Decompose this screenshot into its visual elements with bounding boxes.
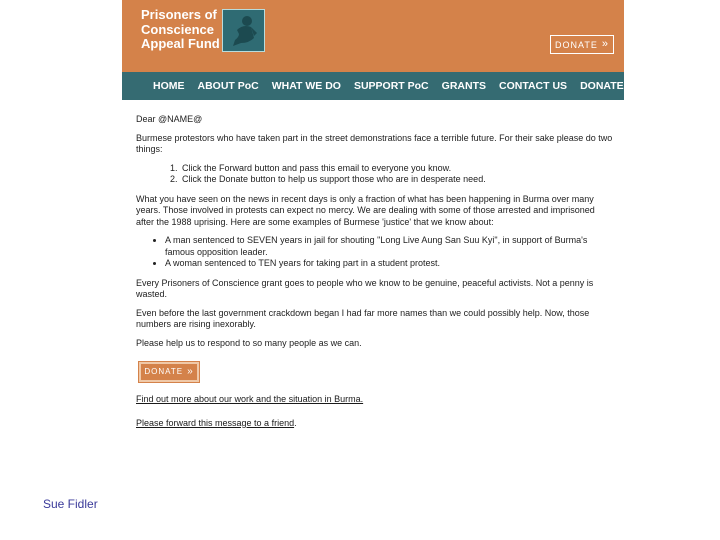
header-donate-button[interactable] (550, 35, 614, 54)
grants-paragraph: Every Prisoners of Conscience grant goes to people who we know to be genuine, peaceful activists. Not a penny is wasted. (136, 277, 594, 299)
step-item: 2. Click the Donate button to help us support those who are in desperate need. (180, 174, 614, 186)
greeting: Dear @NAME@ (136, 114, 203, 124)
main-nav (122, 72, 624, 100)
email-newsletter (122, 0, 624, 500)
nav-contact[interactable]: CONTACT US (499, 80, 568, 92)
brand-line-2: Conscience (141, 21, 214, 37)
before-paragraph: Even before the last government crackdown began I had far more names than we could possibly help. Now, those numbers are rising inexorably. (136, 307, 590, 329)
nav-what-we-do[interactable]: WHAT WE DO (271, 80, 341, 92)
body-donate-label: DONATE (144, 367, 184, 377)
example-item: • A man sentenced to SEVEN years in jail for shouting "Long Live Aung San Suu Kyi", in support of Burma's famous opposition leader. (165, 235, 614, 258)
body-donate-button[interactable] (139, 362, 199, 382)
header-banner (122, 0, 624, 72)
news-paragraph: What you have seen on the news in recent days is only a fraction of what has been happening in Burma over many years. Those involved in protests can expect no mercy. We are dealing with some of those arrested and imprisoned after the 1988 uprising. Here are some examples of Burmese 'justice' that we know about: (136, 193, 595, 227)
double-chevron-right-icon: » (601, 38, 609, 50)
author-name: Sue Fidler (43, 497, 98, 511)
step-item: 1. Click the Forward button and pass this email to everyone you know. (180, 163, 614, 175)
nav-home[interactable]: HOME (153, 80, 185, 92)
kneeling-figure-icon (222, 9, 265, 52)
brand-line-3: Appeal Fund (141, 36, 220, 51)
help-paragraph: Please help us to respond to so many people as we can. (136, 337, 362, 348)
link-suffix: . (294, 417, 297, 428)
find-out-more-link[interactable]: Find out more about our work and the situation in Burma. (136, 394, 364, 404)
email-body (136, 114, 614, 441)
nav-donate[interactable]: DONATE (580, 80, 624, 92)
double-chevron-right-icon: » (187, 366, 194, 378)
brand-line-1: Prisoners of (141, 7, 217, 22)
example-item: • A woman sentenced to TEN years for taking part in a student protest. (165, 258, 614, 270)
nav-support[interactable]: SUPPORT PoC (353, 80, 429, 92)
brand-logo-text (141, 8, 220, 52)
action-steps (162, 163, 614, 186)
examples-list (152, 235, 614, 270)
forward-message-link[interactable]: Please forward this message to a friend (136, 417, 295, 428)
nav-about[interactable]: ABOUT PoC (197, 80, 259, 92)
header-donate-label: DONATE (555, 39, 598, 50)
intro-paragraph: Burmese protestors who have taken part in the street demonstrations face a terrible future. For their sake please do two things: (136, 132, 613, 154)
nav-grants[interactable]: GRANTS (441, 80, 486, 92)
